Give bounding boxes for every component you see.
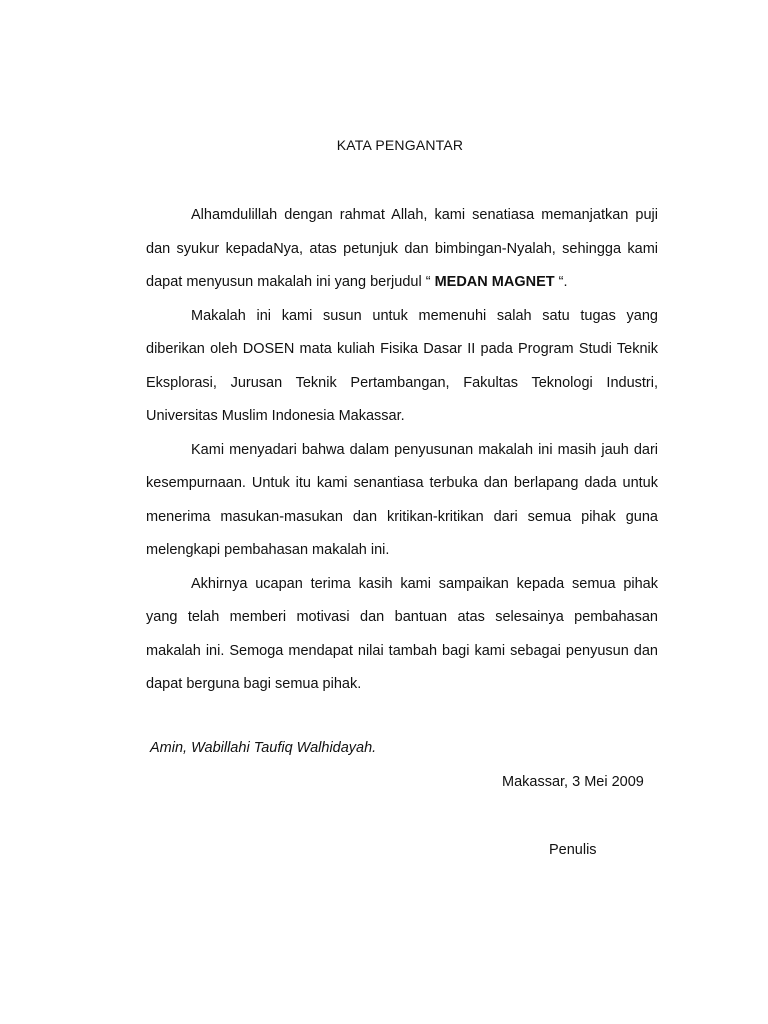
place-date: Makassar, 3 Mei 2009 (502, 774, 644, 790)
paragraph-1 (146, 199, 658, 300)
paragraph-2: Makalah ini kami susun untuk memenuhi salah satu tugas yang diberikan oleh DOSEN mata kuliah Fisika Dasar II pada Program Studi Teknik Eksplorasi, Jurusan Teknik Pertambangan, Fakultas Teknologi Industri, Universitas Muslim Indonesia Makassar. (146, 307, 658, 424)
document-body (146, 199, 658, 702)
paragraph-3: Kami menyadari bahwa dalam penyusunan makalah ini masih jauh dari kesempurnaan. Untuk itu kami senantiasa terbuka dan berlapang dada untuk menerima masukan-masukan dan kritikan-kritikan dari semua pihak guna melengkapi pembahasan makalah ini. (146, 441, 658, 558)
paper-title-emphasis: MEDAN MAGNET (434, 274, 555, 290)
paragraph-4: Akhirnya ucapan terima kasih kami sampaikan kepada semua pihak yang telah memberi motivasi dan bantuan atas selesainya pembahasan makalah ini. Semoga mendapat nilai tambah bagi kami sebagai penyusun dan dapat berguna bagi semua pihak. (146, 575, 658, 692)
closing-prayer: Amin, Wabillahi Taufiq Walhidayah. (150, 740, 377, 756)
paragraph-1-end: “. (554, 274, 568, 290)
paragraph-1-text: Alhamdulillah dengan rahmat Allah, kami senatiasa memanjatkan puji dan syukur kepadaNya, atas petunjuk dan bimbingan-Nyalah, sehingga kami dapat menyusun makalah ini yang berjudul “ (146, 207, 658, 290)
author-signature: Penulis (549, 842, 597, 858)
page-title: KATA PENGANTAR (336, 137, 464, 153)
